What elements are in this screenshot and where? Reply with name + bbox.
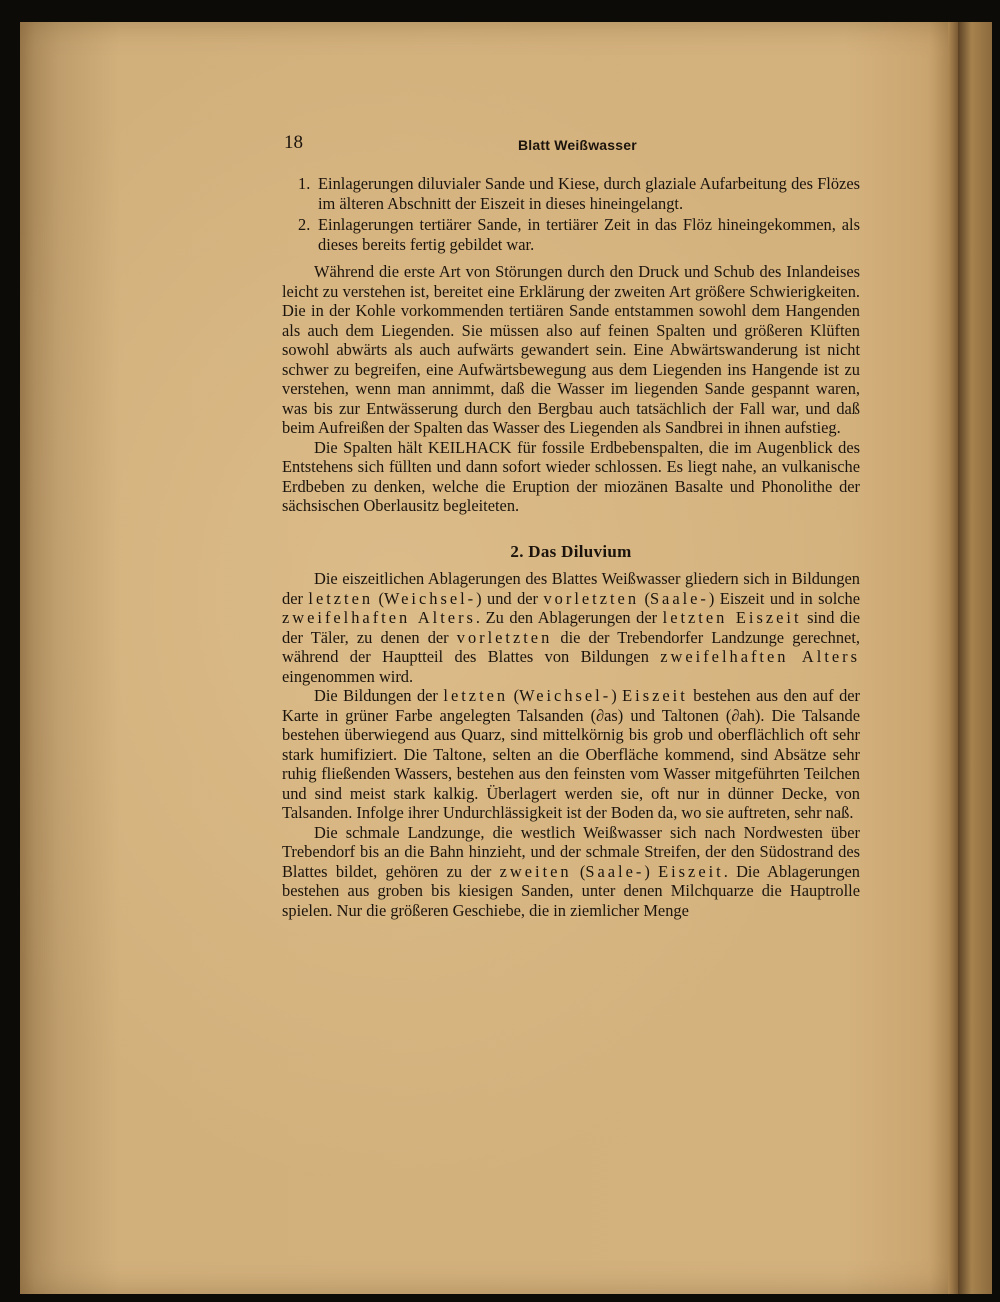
list-item (282, 174, 860, 213)
text-run: ( (639, 588, 650, 608)
spaced-term: zweifelhaften Alters (660, 647, 860, 666)
text-run: eingenommen wird. (282, 666, 414, 686)
spaced-term: Eiszeit (658, 861, 724, 881)
numbered-list (282, 174, 860, 254)
spaced-term: Saale- (585, 861, 645, 881)
paragraph-saale-deposits (282, 823, 860, 921)
text-run: Die Bildungen der (314, 686, 444, 705)
text-run: sind die der Täler, zu denen der (282, 608, 860, 647)
list-item-number: 2. (298, 215, 311, 234)
spaced-term: vorletzten (543, 588, 640, 608)
text-run: . Die Ablagerungen bestehen aus groben bis kiesigen Sanden, unter denen Milchquarze die Hauptrolle spielen. Nur die größeren Geschiebe, die in ziemlicher Menge (282, 861, 861, 920)
spaced-term: Weichsel- (519, 686, 612, 705)
text-run: ) Eiszeit und in solche (708, 588, 860, 608)
list-item-number: 1. (298, 174, 311, 193)
text-run: bestehen aus den auf der Karte in grüner Farbe angelegten Talsanden (∂as) und Taltonen (∂ah). Die Talsande bestehen überwiegend aus Quarz, sind mittelkörnig bis grob und oberflächlich oft sehr stark humifiziert. Die Taltone, selten an die Oberfläche kommend, sind Absätze sehr ruhig fließenden Wassers, bestehen aus den feinsten vom Wasser mitgeführten Teilchen und sind meist stark kalkig. Überlagert werden sie, oft nur in dünner Decke, von Talsanden. Infolge ihrer Undurchlässigkeit ist der Boden da, wo sie auftreten, sehr naß. (282, 686, 860, 822)
page-edge (948, 22, 958, 1294)
text-run: ( (373, 588, 384, 608)
text-run: . Zu den Ablagerungen der (475, 608, 663, 627)
paragraph-earthquake-fissures: Die Spalten hält KEILHACK für fossile Erdbebenspalten, die im Augenblick des Entstehens sich füllten und dann sofort wieder schlossen. Es liegt nahe, an vulkanische Erdbeben zu denken, welche die Eruption der miozänen Basalte und Phonolithe der sächsischen Oberlausitz begleiteten. (282, 437, 860, 515)
paragraph-weichsel-deposits (282, 686, 860, 823)
page-header (284, 132, 862, 158)
spaced-term: zweiten (499, 861, 572, 881)
text-run: die der Trebendorfer Landzunge gerechnet, während der Hauptteil des Blattes von Bildungen (282, 627, 860, 666)
paragraph-disturbances: Während die erste Art von Störungen durch den Druck und Schub des Inlandeises leicht zu verstehen ist, bereitet eine Erklärung der zweiten Art größere Schwierigkeiten. Die in der Kohle vorkommenden tertiären Sande entstammen sowohl dem Hangenden als auch dem Liegenden. Sie müssen also auf feinen Spalten und größeren Klüften sowohl abwärts als auch aufwärts gewandert sein. Eine Abwärtswanderung ist nicht schwer zu begreifen, eine Aufwärtsbewegung aus dem Liegenden ins Hangende ist zu verstehen, wenn man annimmt, daß die Wasser im liegenden Sande gespannt waren, was bis zur Entwässerung durch den Bergbau auch tatsächlich der Fall war, und daß beim Aufreißen der Spalten das Wasser des Liegenden als Sandbrei in ihnen aufstieg. (282, 262, 860, 437)
spaced-term: Eiszeit (622, 686, 688, 705)
spaced-term: Saale- (649, 588, 709, 608)
adjacent-page-edge (958, 22, 992, 1294)
text-run: ) (644, 861, 659, 881)
spaced-term: letzten Eiszeit (662, 608, 802, 627)
page-number: 18 (284, 132, 303, 153)
text-run: Die eiszeitlichen Ablagerungen des Blattes Weißwasser gliedern sich in Bildungen der (282, 569, 860, 608)
list-item-text: Einlagerungen diluvialer Sande und Kiese, durch glaziale Aufarbeitung des Flözes im älteren Abschnitt der Eiszeit in dieses hineingelangt. (318, 174, 860, 213)
list-item (282, 215, 860, 254)
running-title: Blatt Weißwasser (518, 137, 637, 153)
spaced-term: letzten (308, 588, 374, 608)
paragraph-diluvium-overview (282, 569, 860, 686)
spaced-term: zweifelhaften Alters (282, 608, 476, 627)
text-run: Die schmale Landzunge, die westlich Weißwasser sich nach Nordwesten über Trebendorf bis an die Bahn hinzieht, und der schmale Streifen, der den Südostrand des Blattes bildet, gehören zu der (282, 822, 860, 881)
spaced-term: Weichsel- (384, 588, 477, 608)
text-run: ( (508, 686, 520, 705)
text-run: ) (611, 686, 623, 705)
spaced-term: vorletzten (456, 627, 553, 647)
text-run: ) und der (476, 588, 544, 608)
text-run: ( (571, 861, 586, 881)
section-heading: 2. Das Diluvium (510, 541, 632, 561)
list-item-text: Einlagerungen tertiärer Sande, in tertiärer Zeit in das Flöz hineingekommen, als dieses bereits fertig gebildet war. (318, 215, 860, 254)
spaced-term: letzten (443, 686, 509, 705)
page-body (282, 174, 860, 920)
